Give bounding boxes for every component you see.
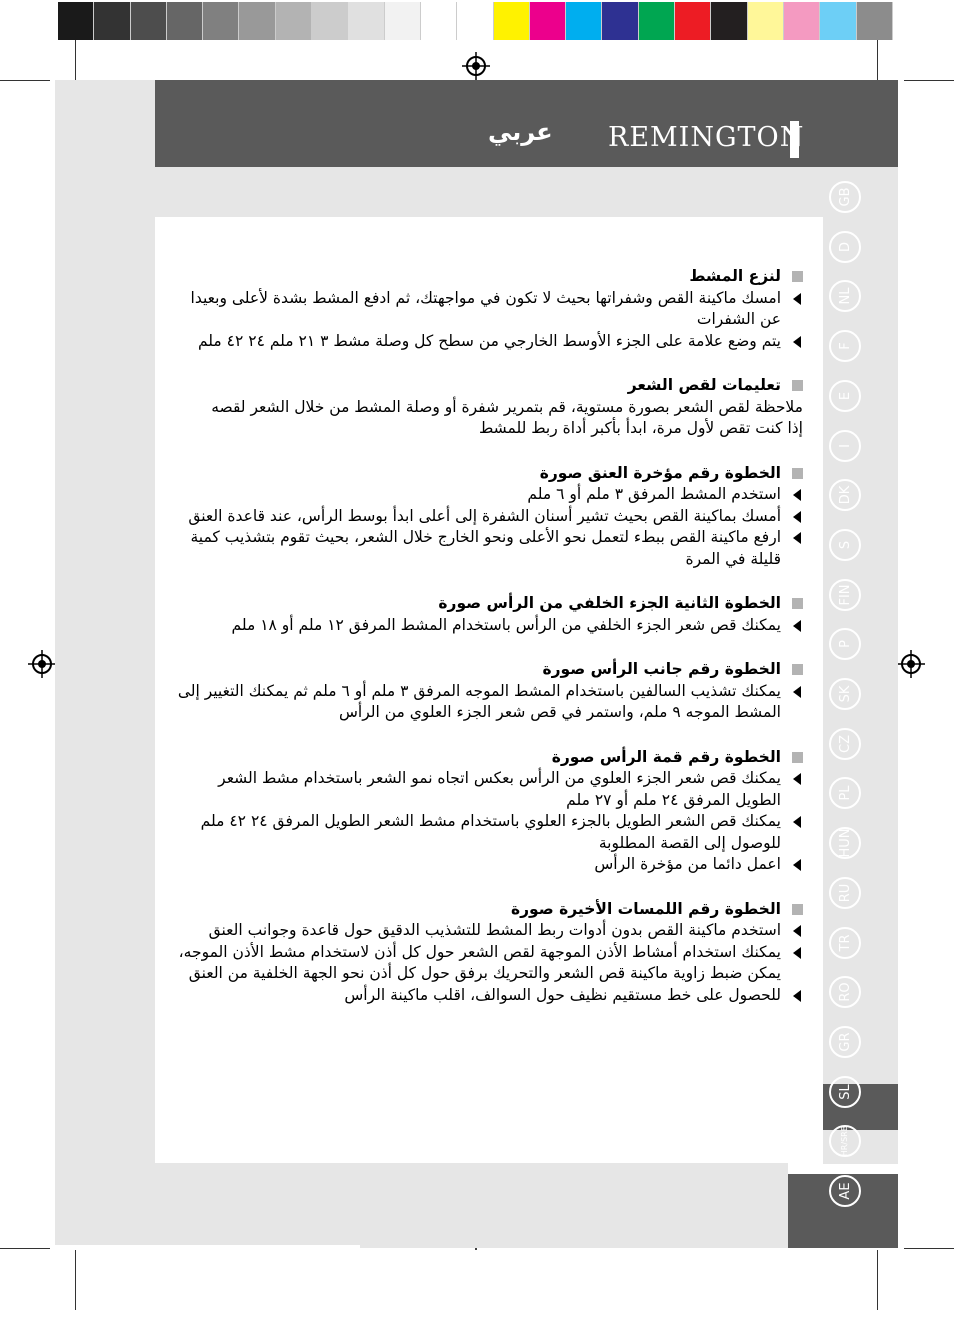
- language-tab-i[interactable]: I: [829, 430, 861, 462]
- color-swatch: [167, 2, 203, 40]
- language-tab-ae[interactable]: AE: [829, 1175, 861, 1207]
- registration-target-icon: [462, 52, 490, 80]
- bullet-item: امسك ماكينة القص وشفراتها بحيث لا تكون في مواجهتك، ثم ادفع المشط بشدة لأعلى وبعيدا عن الشفرات: [175, 288, 803, 331]
- instruction-section: [175, 659, 803, 724]
- bullet-item: يمكنك قص شعر الجزء الخلفي من الرأس باستخدام المشط المرفق ١٢ ملم أو ١٨ ملم: [175, 615, 803, 637]
- bullet-item: يتم وضع علامة على الجزء الأوسط الخارجي من سطح كل وصلة مشط ٣ ٢١ ملم ٢٤ ٤٢ ملم: [175, 331, 803, 353]
- bullet-item: استخدم ماكينة القص بدون أدوات ربط المشط للتشذيب الدقيق حول قاعدة وجوانب العنق: [175, 920, 803, 942]
- instruction-section: [175, 463, 803, 571]
- language-tab-strip: [823, 167, 898, 1164]
- color-swatch: [857, 2, 893, 40]
- language-tab-pl[interactable]: PL: [829, 777, 861, 809]
- color-swatch: [276, 2, 312, 40]
- instruction-section: [175, 899, 803, 1007]
- color-swatch: [421, 2, 457, 40]
- color-swatch: [820, 2, 856, 40]
- section-heading: لنزع المشط: [175, 266, 803, 288]
- bullet-item: اعمل دائما من مؤخرة الرأس: [175, 854, 803, 876]
- color-swatch: [784, 2, 820, 40]
- language-tab-ru[interactable]: RU: [829, 877, 861, 909]
- section-heading: الخطوة رقم قمة الرأس صورة: [175, 747, 803, 769]
- language-title: عربي: [488, 118, 553, 146]
- crop-mark: [75, 40, 76, 80]
- bullet-item: أمسك بماكينة القص بحيث تشير أسنان الشفرة إلى أعلى ابدأ بوسط الرأس، عند قاعدة العنق: [175, 506, 803, 528]
- color-swatch: [239, 2, 275, 40]
- color-swatch: [457, 2, 493, 40]
- language-tab-hr-srb[interactable]: HR/SRB: [829, 1125, 861, 1157]
- language-tab-hun[interactable]: HUN: [829, 827, 861, 859]
- crop-mark: [75, 1250, 76, 1310]
- section-heading: الخطوة رقم جانب الرأس صورة: [175, 659, 803, 681]
- page-footer-left: [55, 1163, 360, 1245]
- instruction-section: [175, 375, 803, 440]
- bullet-item: يمكنك تشذيب السالفين باستخدام المشط الموجه المرفق ٣ ملم أو ٦ ملم ثم يمكنك التغيير إلى المشط الموجه ٩ ملم، واستمر في قص شعر الجزء العلوي من الرأس: [175, 681, 803, 724]
- crop-mark: [904, 80, 954, 81]
- note-paragraph: إذا كنت تقص لأول مرة، ابدأ بأكبر أداة ربط للمشط: [478, 419, 803, 437]
- section-heading: الخطوة رقم مؤخرة العنق صورة: [175, 463, 803, 485]
- section-heading: تعليمات لقص الشعر: [175, 375, 803, 397]
- bullet-item: للحصول على خط مستقيم نظيف حول السوالف، اقلب ماكينة الرأس: [175, 985, 803, 1007]
- color-swatch: [348, 2, 384, 40]
- color-swatch: [530, 2, 566, 40]
- crop-mark: [877, 1250, 878, 1310]
- language-tab-sl[interactable]: SL: [829, 1076, 861, 1108]
- section-heading: الخطوة رقم اللمسات الأخيرة صورة: [175, 899, 803, 921]
- crop-mark: [0, 80, 50, 81]
- instruction-section: [175, 593, 803, 636]
- language-tab-d[interactable]: D: [829, 231, 861, 263]
- brand-logo: REMINGTON: [608, 122, 805, 153]
- color-calibration-bar: [58, 2, 893, 40]
- instruction-section: [175, 266, 803, 352]
- bullet-item: يمكنك قص الشعر الطويل بالجزء العلوي باستخدام مشط الشعر الطويل المرفق ٢٤ ٤٢ ملم للوصول إلى القصة المطلوبة: [175, 811, 803, 854]
- color-swatch: [748, 2, 784, 40]
- language-tab-nl[interactable]: NL: [829, 280, 861, 312]
- registration-target-icon: [28, 650, 56, 678]
- language-tab-gr[interactable]: GR: [829, 1026, 861, 1058]
- bullet-item: يمكنك استخدام أمشاط الأذن الموجهة لقص الشعر حول كل أذن لاستخدام مشط الأذن الموجه، يمكن ضبط زاوية ماكينة قص الشعر والتحريك برفق حول كل أذن نحو الجهة الخلفية من العنق: [175, 942, 803, 985]
- bullet-item: يمكنك قص شعر الجزء العلوي من الرأس بعكس اتجاه نمو الشعر باستخدام مشط الشعر الطويل المرفق ٢٤ ملم أو ٢٧ ملم: [175, 768, 803, 811]
- language-tab-sk[interactable]: SK: [829, 678, 861, 710]
- crop-mark: [877, 40, 878, 80]
- color-swatch: [385, 2, 421, 40]
- language-tab-ro[interactable]: RO: [829, 976, 861, 1008]
- language-tab-tr[interactable]: TR: [829, 927, 861, 959]
- color-swatch: [94, 2, 130, 40]
- bullet-item: استخدم المشط المرفق ٣ ملم أو ٦ ملم: [175, 484, 803, 506]
- language-tab-fin[interactable]: FIN: [829, 579, 861, 611]
- note-paragraph: ملاحظة لقص الشعر بصورة مستوية، قم بتمرير شفرة أو وصلة المشط من خلال الشعر لقصه: [211, 397, 803, 416]
- color-swatch: [711, 2, 747, 40]
- color-swatch: [58, 2, 94, 40]
- language-tab-dk[interactable]: DK: [829, 479, 861, 511]
- language-tab-p[interactable]: P: [829, 628, 861, 660]
- color-swatch: [203, 2, 239, 40]
- color-swatch: [494, 2, 530, 40]
- language-tab-s[interactable]: S: [829, 529, 861, 561]
- bullet-item: ارفع ماكينة القص ببطء لتعمل نحو الأعلى ونحو الخارج خلال الشعر، بحيث تقوم بتشذيب كمية قليلة في المرة: [175, 527, 803, 570]
- language-tab-f[interactable]: F: [829, 330, 861, 362]
- color-swatch: [566, 2, 602, 40]
- instruction-section: [175, 747, 803, 876]
- page-footer: [360, 1163, 788, 1248]
- section-heading: الخطوة الثانية الجزء الخلفي من الرأس صورة: [175, 593, 803, 615]
- page-margin-top: [55, 167, 823, 217]
- crop-mark: [0, 1248, 50, 1249]
- color-swatch: [639, 2, 675, 40]
- color-swatch: [312, 2, 348, 40]
- language-tab-gb[interactable]: GB: [829, 181, 861, 213]
- page-margin-left: [55, 80, 155, 1245]
- color-swatch: [675, 2, 711, 40]
- registration-target-icon: [897, 650, 925, 678]
- language-tab-cz[interactable]: CZ: [829, 728, 861, 760]
- language-tab-e[interactable]: E: [829, 380, 861, 412]
- color-swatch: [131, 2, 167, 40]
- crop-mark: [904, 1248, 954, 1249]
- instructions-content: [175, 266, 803, 1029]
- color-swatch: [602, 2, 638, 40]
